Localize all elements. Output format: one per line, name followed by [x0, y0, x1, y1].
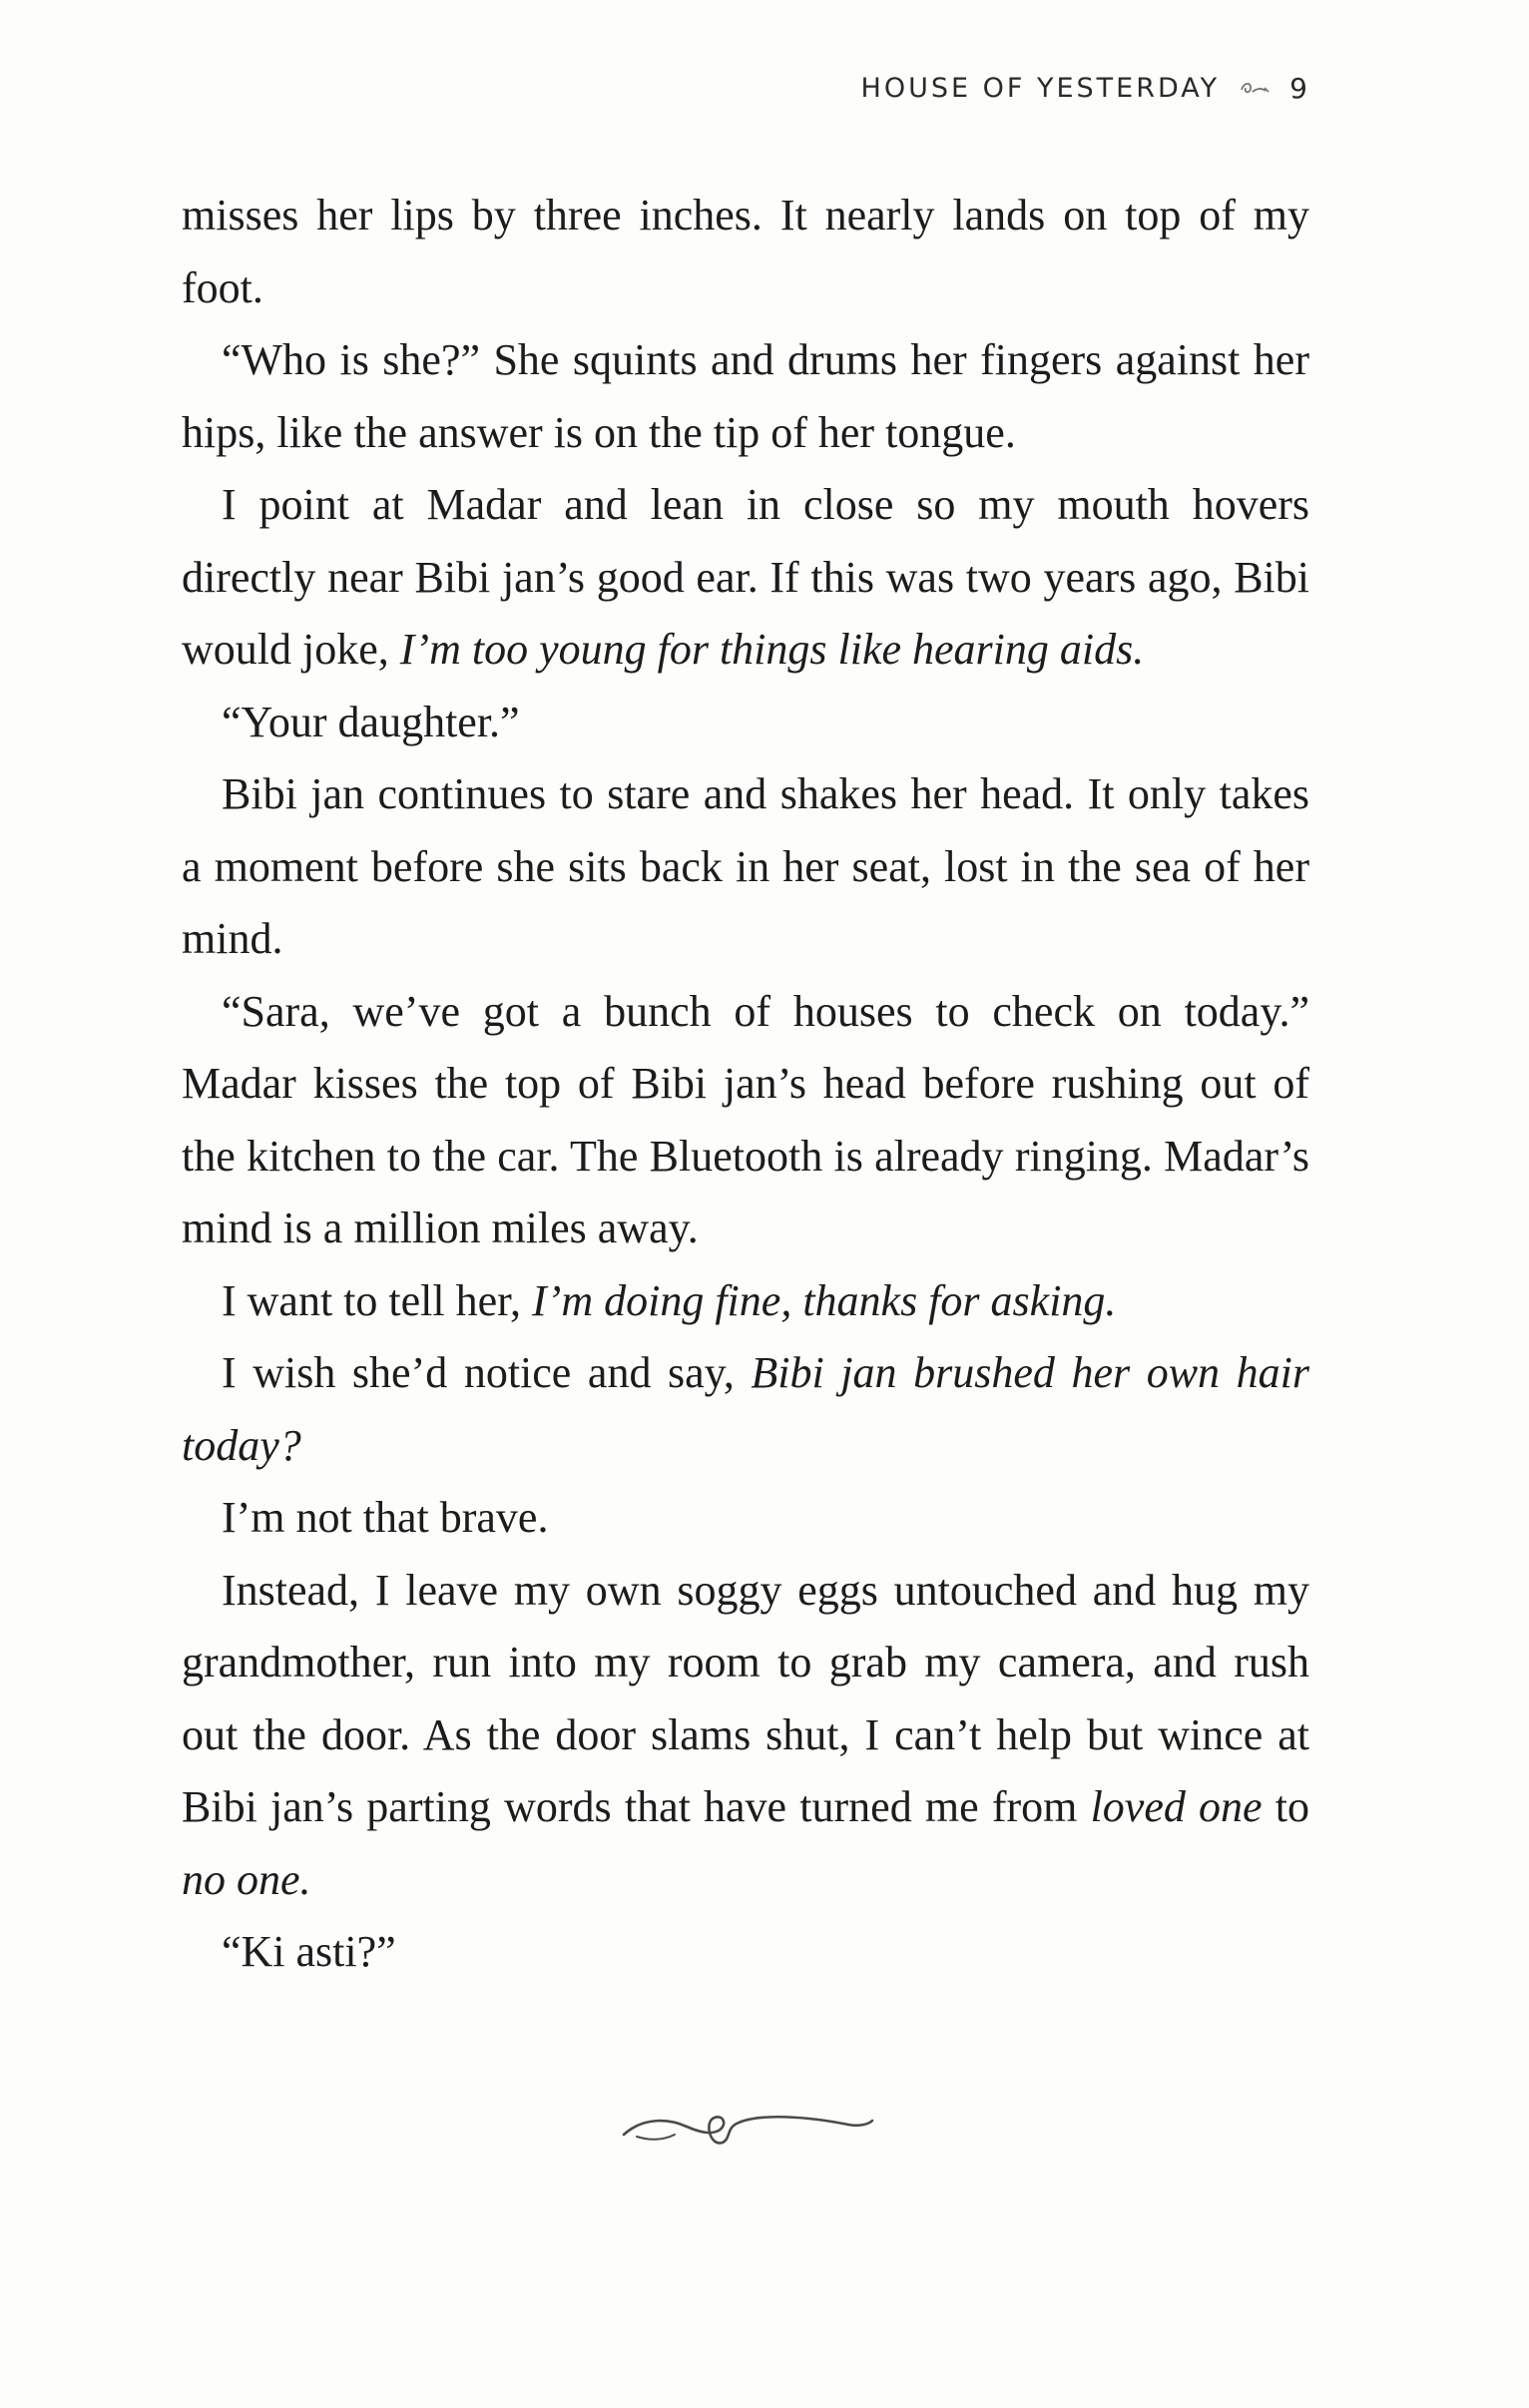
italic-text: loved one — [1090, 1782, 1263, 1831]
italic-text: Bibi jan brushed her own hair today? — [182, 1348, 1309, 1470]
italic-text: I’m too young for things like hearing aids. — [399, 625, 1145, 674]
italic-text: I’m doing fine, thanks for asking. — [532, 1275, 1117, 1325]
page-number: 9 — [1289, 72, 1307, 105]
paragraph-text: misses her lips by three inches. It nearly lands on top of my foot. — [182, 191, 1309, 312]
paragraph-text: “Ki asti?” — [222, 1927, 396, 1976]
paragraph-5 — [182, 758, 1309, 976]
paragraph-text: Bibi jan continues to stare and shakes her head. It only takes a moment before she sits back in her seat, lost in the sea of her mind. — [182, 769, 1309, 963]
paragraph-text: “Your daughter.” — [222, 697, 520, 746]
paragraph-1 — [182, 180, 1309, 324]
paragraph-7 — [182, 1265, 1309, 1338]
paragraph-4 — [182, 687, 1309, 759]
scroll-ornament-icon — [1238, 78, 1272, 100]
italic-text: no one. — [182, 1854, 311, 1904]
paragraph-text: I’m not that brave. — [222, 1493, 549, 1542]
paragraph-text: to — [1262, 1782, 1309, 1831]
running-head — [861, 72, 1307, 105]
paragraph-9 — [182, 1482, 1309, 1555]
paragraph-text: “Sara, we’ve got a bunch of houses to check on today.” Madar kisses the top of Bibi jan’s head before rushing out of the kitchen to the car. The Bluetooth is already ringing. Madar’s mind is a million miles away. — [182, 986, 1309, 1252]
running-title: HOUSE OF YESTERDAY — [860, 73, 1221, 104]
paragraph-text: I point at Madar and lean in close so my mouth hovers directly near Bibi jan’s good ear. If this was two years ago, Bibi would joke, — [182, 480, 1309, 674]
paragraph-3 — [182, 469, 1309, 687]
paragraph-6 — [182, 976, 1309, 1265]
paragraph-11 — [182, 1916, 1309, 1989]
paragraph-text: I want to tell her, — [222, 1275, 533, 1325]
paragraph-text: “Who is she?” She squints and drums her fingers against her hips, like the answer is on the tip of her tongue. — [182, 335, 1309, 457]
body-text — [182, 180, 1309, 1989]
flourish-ornament-icon — [619, 2091, 878, 2151]
paragraph-2 — [182, 324, 1309, 469]
paragraph-10 — [182, 1555, 1309, 1917]
paragraph-8 — [182, 1337, 1309, 1482]
paragraph-text: Instead, I leave my own soggy eggs untouched and hug my grandmother, run into my room to grab my camera, and rush out the door. As the door slams shut, I can’t help but wince at Bibi jan’s parting words that have turned me from — [182, 1565, 1309, 1831]
paragraph-text: I wish she’d notice and say, — [222, 1348, 752, 1397]
